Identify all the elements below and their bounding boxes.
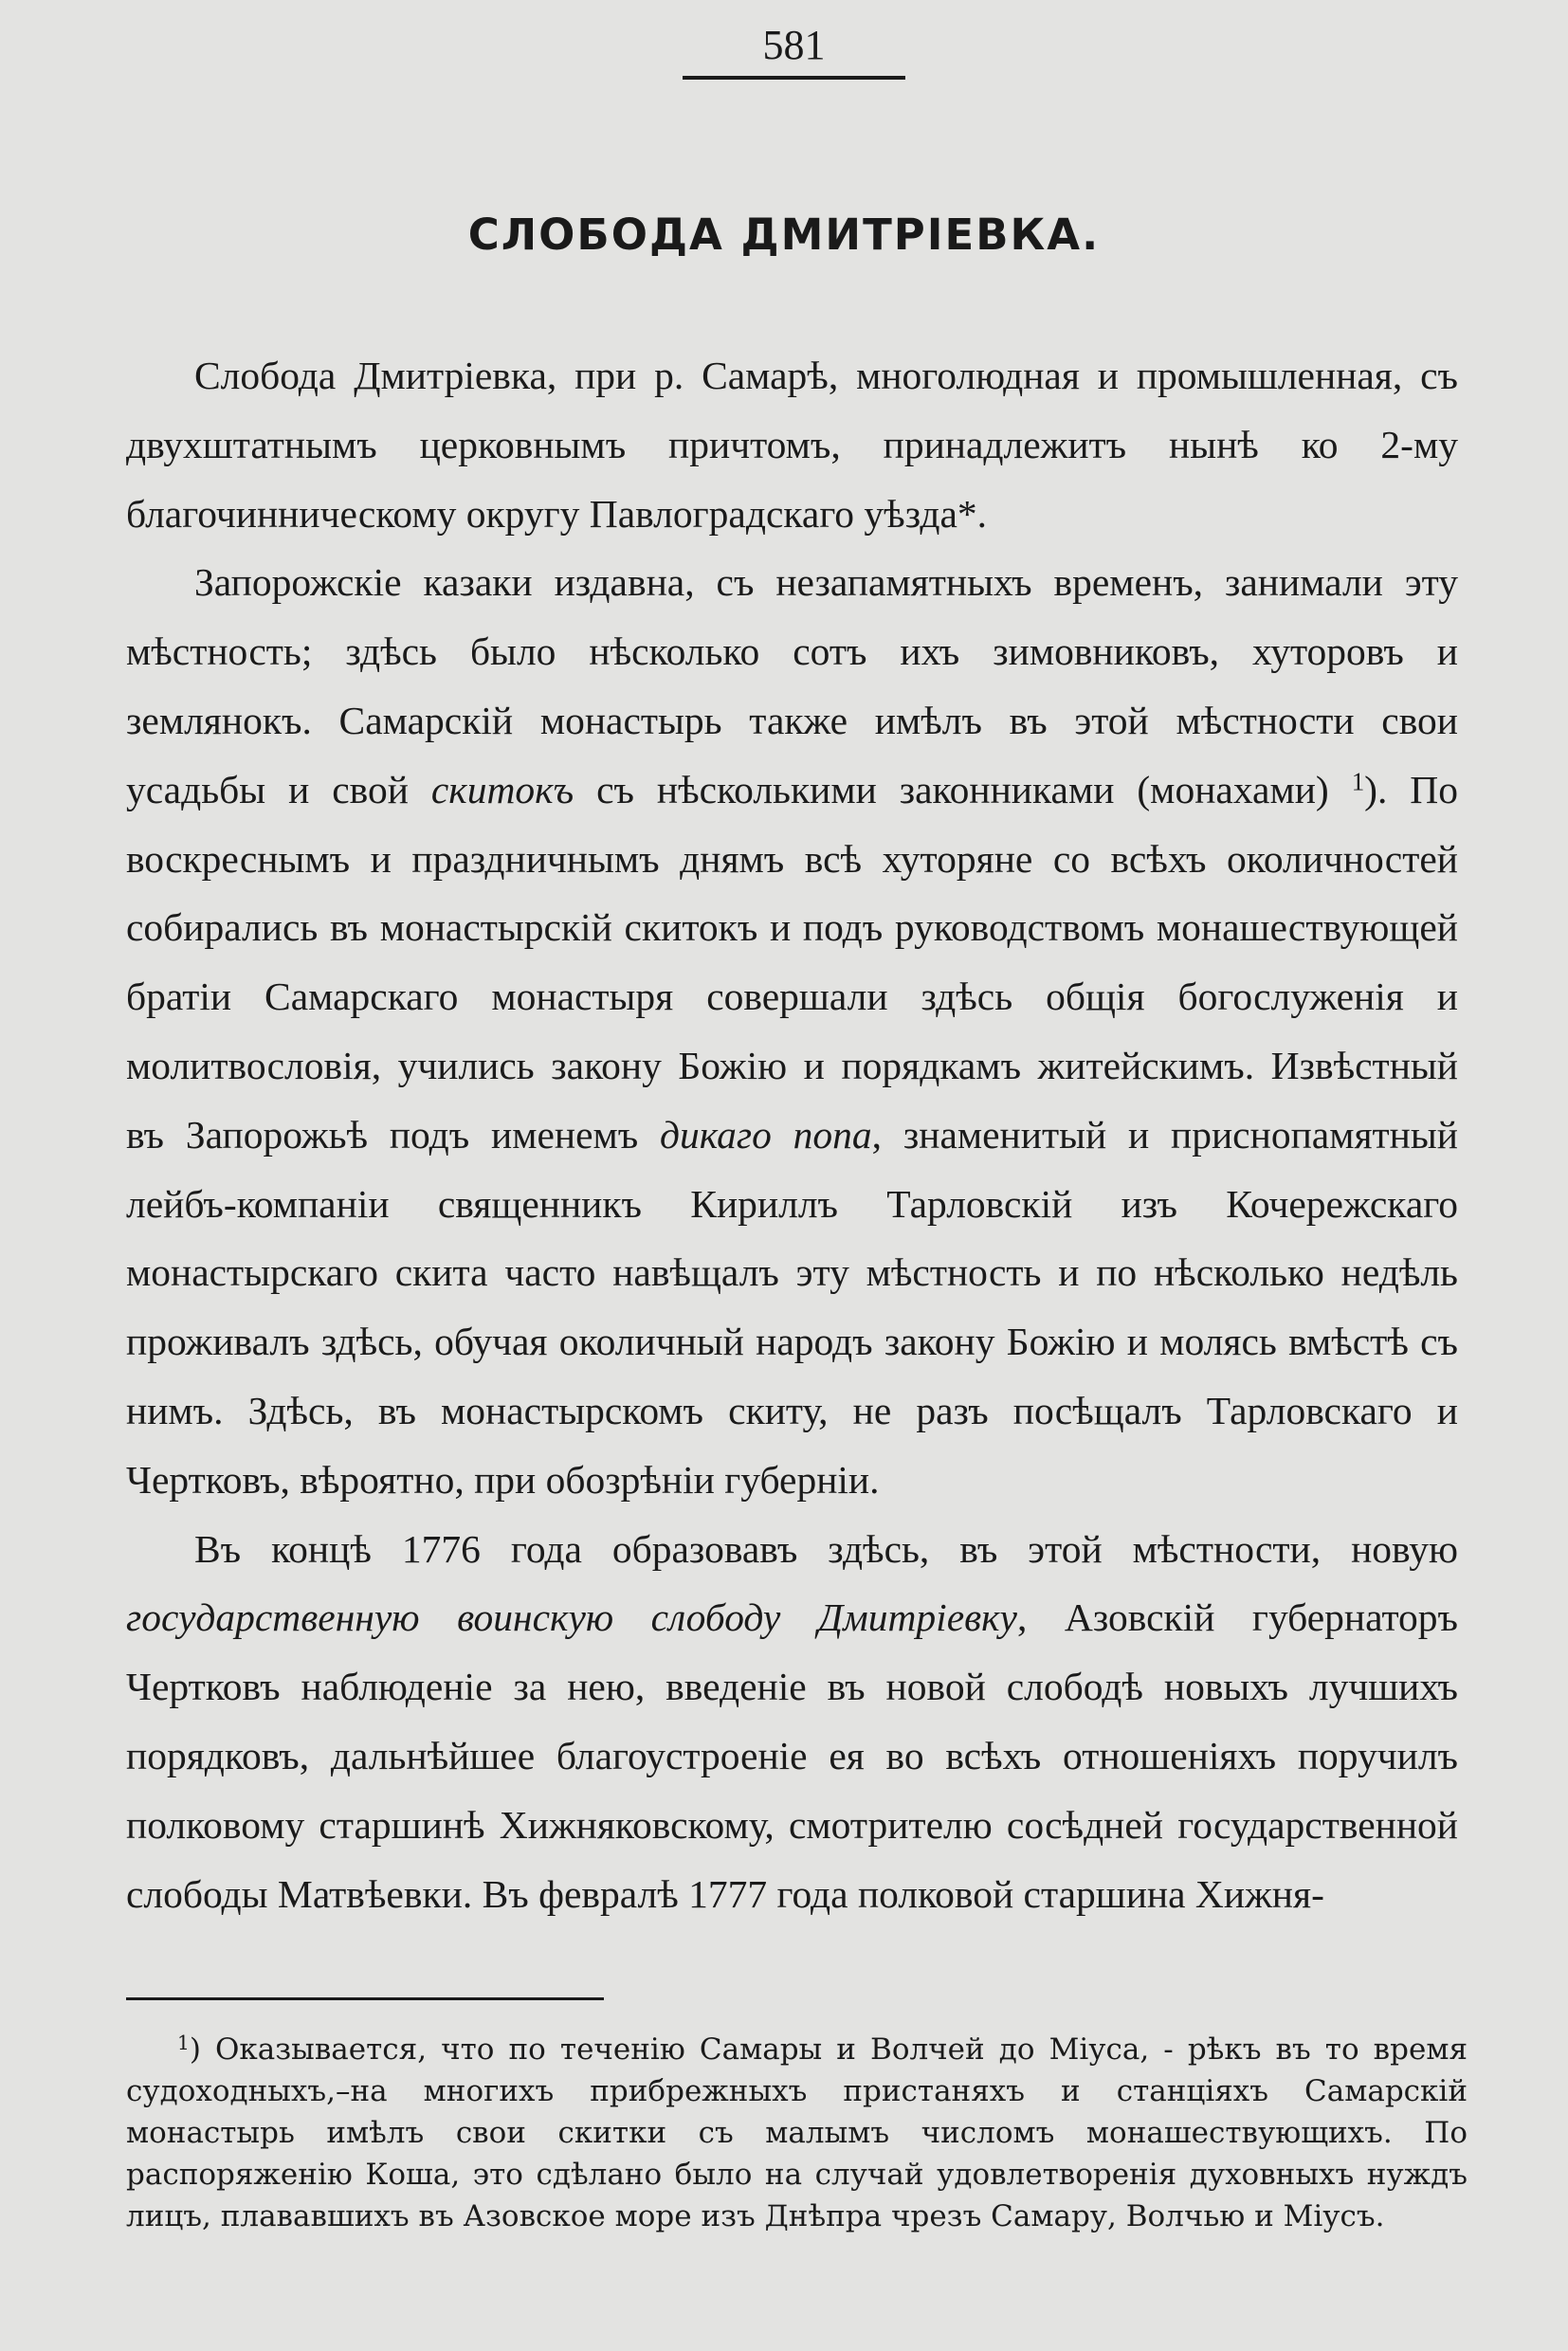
paragraph-2-text-d: , знаменитый и приснопамятный лейбъ-компаніи священникъ Кириллъ Тарловскій изъ Кочережскаго монастырскаго скита часто навѣщалъ эту мѣстность и по нѣсколько недѣль проживалъ здѣсь, обучая околичный народъ закону Божію и молясь вмѣстѣ съ нимъ. Здѣсь, въ монастырскомъ скиту, не разъ посѣщалъ Тарловскаго и Чертковъ, вѣроятно, при обозрѣніи губерніи. xyxy=(126,1112,1458,1502)
footnote-divider xyxy=(126,1997,604,2000)
paragraph-3-text-a: Въ концѣ 1776 года образовавъ здѣсь, въ этой мѣстности, новую xyxy=(194,1526,1458,1571)
footnote-marker: 1 xyxy=(177,2031,190,2054)
main-text xyxy=(126,341,1458,1928)
footnote-ref[interactable]: 1 xyxy=(1351,767,1365,796)
italic-term-dikago-popa: дикаго попа xyxy=(660,1112,872,1157)
italic-term-skitok: скитокъ xyxy=(430,767,574,811)
page-number: 581 xyxy=(683,21,905,80)
paragraph-3-text-b: , Азовскій губернаторъ Чертковъ наблюденіе за нею, введеніе въ новой слободѣ новыхъ лучшихъ порядковъ, дальнѣйшее благоустроеніе ея во всѣхъ отношеніяхъ поручилъ полковому старшинѣ Хижняковскому, смотрителю сосѣдней государственной слободы Матвѣевки. Въ февралѣ 1777 года полковой старшина Хижня- xyxy=(126,1595,1459,1916)
paragraph-1-text: Слобода Дмитріевка, при р. Самарѣ, многолюдная и промышленная, съ двухштатнымъ церковнымъ причтомъ, принадлежитъ нынѣ ко 2-му благочинническому округу Павлоградскаго уѣзда*. xyxy=(126,354,1458,536)
paragraph-2-text-a: Запорожскіе казаки издавна, съ незапамятныхъ временъ, занимали эту мѣстность; здѣсь было нѣсколько сотъ ихъ зимовниковъ, хуторовъ и землянокъ. Самарскій монастырь также имѣлъ въ этой мѣстности свои усадьбы и свой xyxy=(126,560,1458,811)
paragraph-3 xyxy=(126,1515,1458,1929)
paragraph-2-text-c: ). По воскреснымъ и праздничнымъ днямъ всѣ хуторяне со всѣхъ околичностей собирались въ монастырскій скитокъ и подъ руководствомъ монашествующей братіи Самарскаго монастыря совершали здѣсь общія богослуженія и молитвословія, учились закону Божію и порядкамъ житейскимъ. Извѣстный въ Запорожьѣ подъ именемъ xyxy=(126,767,1459,1157)
paragraph-2 xyxy=(126,548,1458,1514)
footnotes xyxy=(126,2029,1468,2237)
italic-term-sloboda: государственную воинскую слободу Дмитріевку xyxy=(126,1595,1017,1640)
paragraph-2-text-b: съ нѣсколькими законниками (монахами) xyxy=(596,767,1329,811)
footnote-1 xyxy=(126,2029,1468,2237)
section-title: СЛОБОДА ДМИТРІЕВКА. xyxy=(467,210,1101,260)
paragraph-1 xyxy=(126,341,1458,548)
footnote-1-text: ) Оказывается, что по теченію Самары и Волчей до Міуса, - рѣкъ въ то время судоходныхъ,–на многихъ прибрежныхъ пристаняхъ и станціяхъ Самарскій монастырь имѣлъ свои скитки съ малымъ числомъ монашествующихъ. По распоряженію Коша, это сдѣлано было на случай удовлетворенія духовныхъ нуждъ лицъ, плававшихъ въ Азовское море изъ Днѣпра чрезъ Самару, Волчью и Міусъ. xyxy=(126,2032,1468,2233)
